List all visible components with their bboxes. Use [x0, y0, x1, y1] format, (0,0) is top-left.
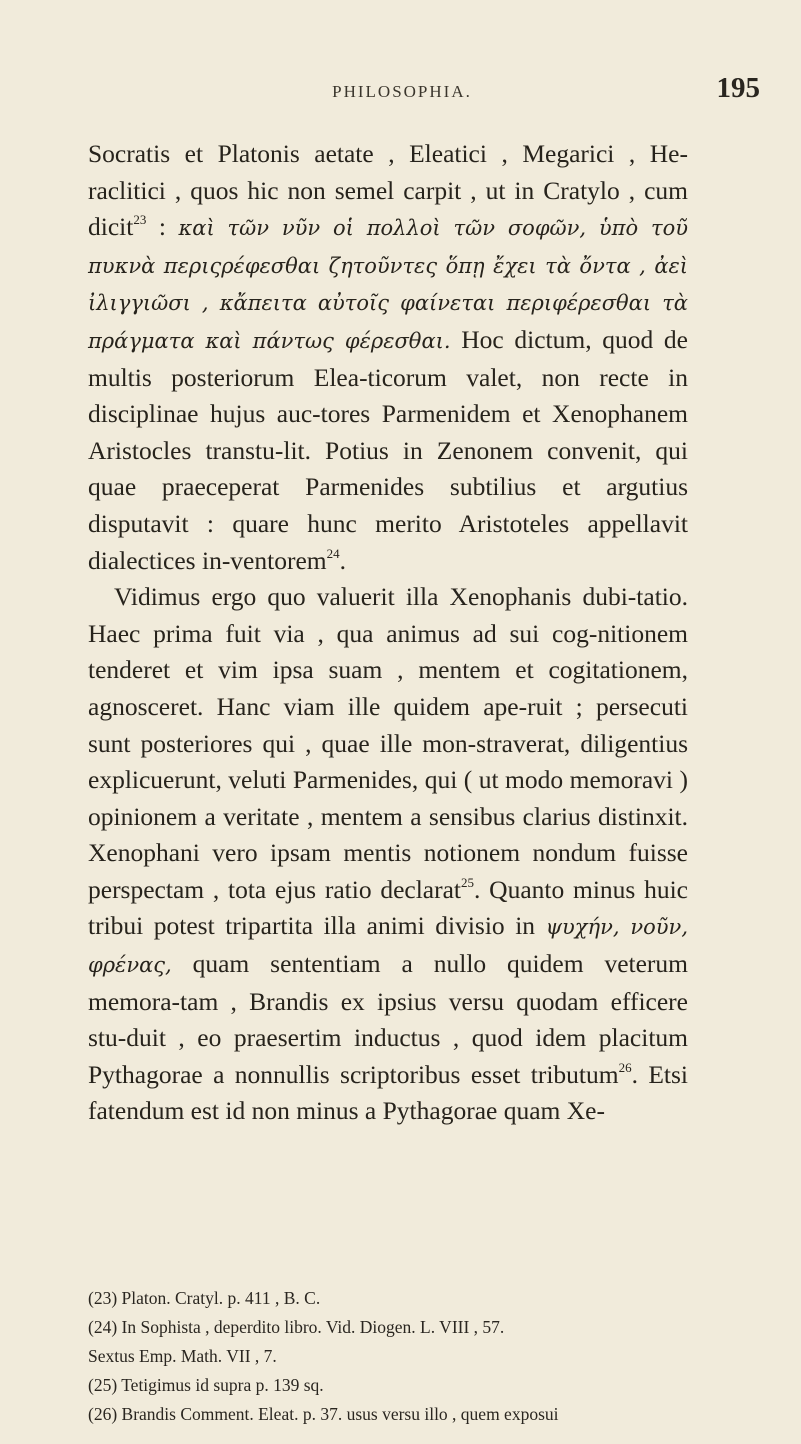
text-run: quam sententiam a nullo quidem veterum memora-tam , Brandis ex ipsius versu quodam efficere stu-duit , eo praesertim inductus , quod idem placitum Pythagorae a nonnullis scriptoribus esset tributum [88, 949, 688, 1089]
text-run: : [146, 212, 179, 242]
main-text [88, 136, 688, 1130]
paragraph-2 [88, 579, 688, 1130]
footnote-24-continued: Sextus Emp. Math. VII , 7. [88, 1346, 277, 1366]
greek-terms: ψυχήν, νοῦν, φρένας, [88, 915, 688, 978]
text-run: . Quanto minus huic tribui potest tripartita illa animi divisio in [88, 874, 688, 941]
text-run: . Etsi fatendum est id non minus a Pythagorae quam Xe- [88, 1059, 689, 1126]
footnote-ref-23: 23 [133, 212, 147, 228]
running-head: PHILOSOPHIA. [332, 82, 472, 101]
page-number: 195 [716, 72, 760, 104]
footnote-26: (26) Brandis Comment. Eleat. p. 37. usus versu illo , quem exposui [88, 1404, 559, 1424]
text-run: Vidimus ergo quo valuerit illa Xenophanis dubi-tatio. Haec prima fuit via , qua animus ad sui cog-nitionem tenderet et vim ipsa suam , mentem et cogitationem, agnosceret. Hanc viam ille quidem ape-ruit ; persecuti sunt posteriores qui , quae ille mon-straverat, diligentius explicuerunt, veluti Parmenides, qui ( ut modo memoravi ) opinionem a veritate , mentem a sensibus clarius distinxit. Xenophani vero ipsam mentis notionem nondum fuisse perspectam , tota ejus ratio declarat [88, 582, 688, 904]
footnote-24: (24) In Sophista , deperdito libro. Vid. Diogen. L. VIII , 57. [88, 1317, 505, 1337]
footnote-ref-24: 24 [326, 545, 340, 561]
text-run: . [339, 545, 346, 575]
text-run: Socratis et Platonis aetate , Eleatici , Megarici , He-raclitici , quos hic non semel carpit , ut in Cratylo , cum dicit [88, 139, 688, 242]
footnote-ref-26: 26 [618, 1059, 632, 1075]
paragraph-1 [88, 136, 688, 579]
footnotes [88, 1284, 728, 1429]
footnote-23: (23) Platon. Cratyl. p. 411 , B. C. [88, 1288, 321, 1308]
text-run: Hoc dictum, quod de multis posteriorum Elea-ticorum valet, non recte in disciplinae hujus auc-tores Parmenidem et Xenophanem Aristocles transtu-lit. Potius in Zenonem convenit, qui quae praeceperat Parmenides subtilius et argutius disputavit : quare hunc merito Aristoteles appellavit dialectices in-ventorem [88, 324, 689, 575]
greek-quotation: καὶ τῶν νῦν οἱ πολλοὶ τῶν σοφῶν, ὑπὸ τοῦ πυκνὰ περιςρέφεσθαι ζητοῦντες ὅπῃ ἔχει τὰ ὄντα , ἀεὶ ἰλιγγιῶσι , κἄπειτα αὐτοῖς φαίνεται περιφέρεσθαι τὰ πράγματα καὶ πάντως φέρεσθαι. [88, 216, 688, 353]
footnote-ref-25: 25 [461, 874, 475, 890]
footnote-25: (25) Tetigimus id supra p. 139 sq. [88, 1375, 324, 1395]
